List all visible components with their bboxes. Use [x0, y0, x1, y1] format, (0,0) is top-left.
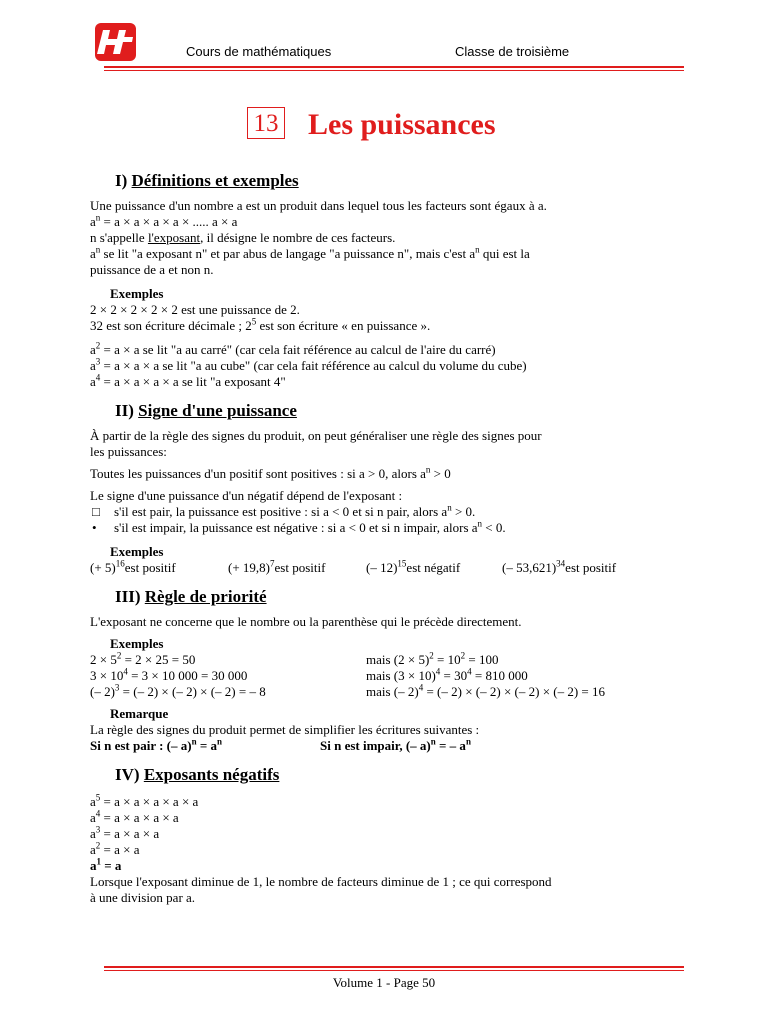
- formula: $a^1 = a$: [90, 856, 122, 873]
- course-name: Cours de mathématiques: [186, 44, 332, 59]
- section-heading: II) Signe d'une puissance: [115, 401, 297, 420]
- example-line: $3 \times 10^4 = 3 \times 10$ 000 = 30 000 mais $(3 \times 10)^4 = 30^4 = 810$ 000: [90, 666, 528, 683]
- paragraph: puissance de a et non n.: [90, 262, 214, 277]
- example-line: 32 est son écriture décimale ; $2^5$ est son écriture « en puissance ».: [90, 316, 431, 333]
- example-line: $a^4 = a \times a \times a \times a$ se lit "a exposant 4": [90, 372, 286, 389]
- footer-divider-thin: [104, 970, 684, 971]
- example-line: $a^2 = a \times a$ se lit "a au carré" (car cela fait référence au calcul de l'aire du carré): [90, 340, 496, 357]
- paragraph: à une division par a.: [90, 890, 196, 905]
- list-item: • s'il est impair, la puissance est négative : si a < 0 et si n impair, alors $a^n < 0$.: [92, 518, 506, 535]
- checkbox-bullet-icon: □: [92, 504, 100, 519]
- chapter-title: Les puissances: [308, 108, 496, 141]
- examples-heading: Exemples: [110, 286, 164, 301]
- paragraph: les puissances:: [90, 444, 167, 459]
- section-heading: III) Règle de priorité: [115, 587, 267, 606]
- paragraph: Une puissance d'un nombre a est un produit dans lequel tous les facteurs sont égaux à a.: [90, 198, 547, 213]
- paragraph: Toutes les puissances d'un positif sont positives : si a > 0, alors $a^n > 0$: [90, 464, 451, 481]
- formula: $a^n = a \times a \times a \times a$ × ..... a × a: [90, 212, 238, 229]
- publisher-logo: [95, 23, 136, 61]
- footer-divider: [104, 966, 684, 968]
- formula: $a^2 = a \times a$: [90, 840, 140, 857]
- page-content: [90, 170, 690, 906]
- class-level: Classe de troisième: [455, 44, 570, 59]
- dot-bullet-icon: •: [92, 520, 97, 535]
- paragraph: À partir de la règle des signes du produit, on peut généraliser une règle des signes pour: [90, 428, 542, 443]
- example-line: 2 × 2 × 2 × 2 × 2 est une puissance de 2.: [90, 302, 300, 317]
- paragraph: $a^n$ se lit "a exposant n" et par abus de langage "a puissance n", mais c'est $a^n$ qui est la: [90, 244, 530, 261]
- paragraph: La règle des signes du produit permet de simplifier les écritures suivantes :: [90, 722, 480, 737]
- header-divider: [104, 66, 684, 68]
- chapter-number: 13: [247, 107, 285, 139]
- paragraph: Le signe d'une puissance d'un négatif dépend de l'exposant :: [90, 488, 403, 503]
- example-line: $2 \times 5^2 = 2 \times 25 = 50$ mais $(2 \times 5)^2 = 10^2 = 100$: [90, 650, 499, 667]
- paragraph: Lorsque l'exposant diminue de 1, le nombre de facteurs diminue de 1 ; ce qui correspond: [90, 874, 552, 889]
- formula: $a^4 = a \times a \times a \times a$: [90, 808, 179, 825]
- example-line: (– 2)$^3$ = (– 2) × (– 2) × (– 2) = – 8 mais (– 2)$^4$ = (– 2) × (– 2) × (– 2) × (– 2) = 16: [90, 682, 606, 699]
- examples-heading: Exemples: [110, 544, 164, 559]
- section-heading: IV) Exposants négatifs: [115, 765, 280, 784]
- remark-heading: Remarque: [110, 706, 169, 721]
- example-line: (+ 5)$^{16}$est positif (+ 19,8)$^7$est positif (– 12)$^{15}$est négatif (– 53,621)$^{34}$est positif: [90, 558, 617, 575]
- paragraph: L'exposant ne concerne que le nombre ou la parenthèse qui le précède directement.: [90, 614, 522, 629]
- examples-heading: Exemples: [110, 636, 164, 651]
- list-item: □ s'il est pair, la puissance est positive : si a < 0 et si n pair, alors $a^n > 0$.: [92, 502, 476, 519]
- formula: $a^3 = a \times a \times a$: [90, 824, 160, 841]
- example-line: $a^3 = a \times a \times a$ se lit "a au cube" (car cela fait référence au calcul du volume du cube): [90, 356, 527, 373]
- page-number: Volume 1 - Page 50: [332, 975, 436, 990]
- header-divider-thin: [104, 70, 684, 71]
- paragraph: n s'appelle l'exposant, il désigne le nombre de ces facteurs.: [90, 230, 396, 245]
- formula: $a^5 = a \times a \times a \times a \times a$: [90, 792, 199, 809]
- section-heading: I) Définitions et exemples: [115, 171, 299, 190]
- remark-rule: Si n est pair : (– $a)^n = a^n$ Si n est impair, (– a)$^n$ = – $a^n$: [90, 736, 471, 753]
